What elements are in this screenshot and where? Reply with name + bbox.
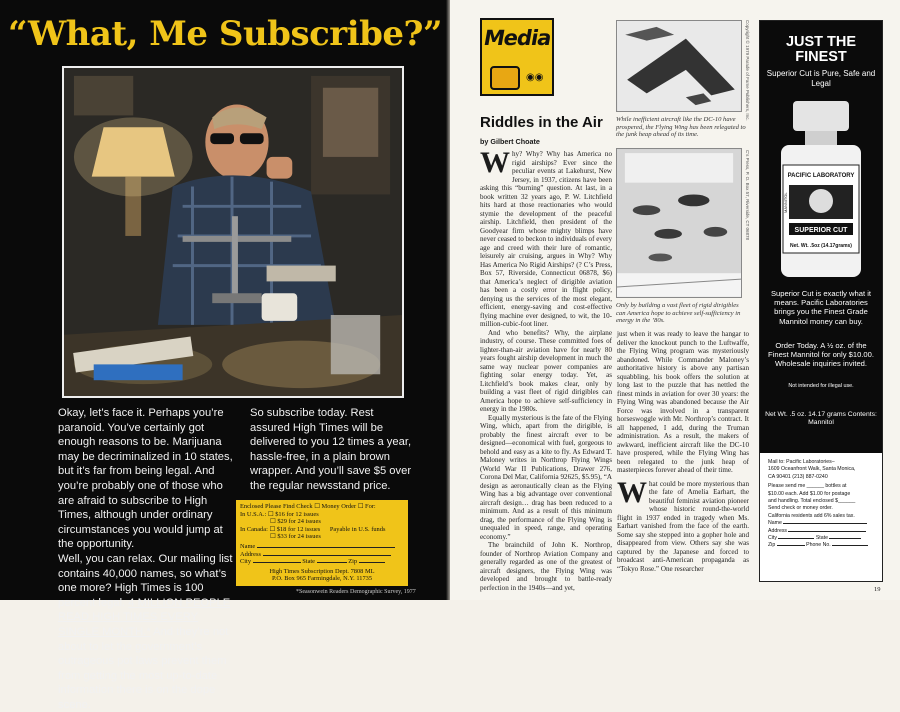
form-address-2: CA 90401 (213) 887-0240: [768, 473, 828, 480]
form-address-1: 1609 Oceanfront Walk, Santa Monica,: [768, 466, 856, 473]
article-column-2: [617, 330, 749, 585]
ad-pitch: Superior Cut is exactly what it means. Pacific Laboratories brings you the Finest Grade Mannitol money can buy.: [770, 289, 872, 326]
body-column-right: [250, 406, 414, 494]
form-city-line: [778, 538, 814, 539]
canada-12-issues-option[interactable]: [240, 526, 404, 534]
right-page-media-column: [450, 0, 900, 600]
article-paragraph-6: [617, 475, 749, 574]
ad-order-form: [768, 459, 876, 550]
ad-black-panel: [760, 21, 882, 453]
flying-wing-illustration: [617, 21, 741, 111]
article-paragraph-1-text: hy? Why? Why has America no rigid airships? Ever since the peculiar events at Lakehurst, New Jersey, in 1937, citizens have been asking this “burning” question. At last, in a book written 32 years ago, P. W. Litchfield hits hard at those reactionaries who would stymie the development of the peaceful airship. Litchfield, then president of the Goodyear firm whose mighty blimps have never ceased to beckon to individuals of every age and creed with their lure of romantic, leisurely air cruising, argues in Why? Why Has America No Rigid Airships? (? C’s Press, Box 57, Riverside, Connecticut 06878, $6) that America’s neglect of dirigible aviation has been a costly error in flight policy, denying us the services of the most elegant, efficient, energy-saving and cost-effective flying machine ever designed, to wit, the 10-million-cubic-foot liner.: [480, 150, 612, 328]
survey-footnote: *Seasonwein Readers Demographic Survey, 1977: [296, 589, 416, 595]
bottle-side-label: MANNITOL: [783, 192, 788, 213]
ad-contents: Net Wt. .5 oz. 14.17 grams Contents: Mannitol: [765, 411, 877, 427]
us-24-issues-option[interactable]: ☐ $29 for 24 issues: [270, 518, 321, 526]
city-line: [253, 562, 301, 563]
cassette-icon: [490, 66, 520, 90]
dirigible-caption: Only by building a vast fleet of rigid dirigibles can America hope to achieve self-sufficiency in energy in the ’80s.: [616, 302, 741, 325]
ad-subheadline: Superior Cut is Pure, Safe and Legal: [766, 69, 876, 88]
article-paragraph-4: The brainchild of John K. Northrop, founder of Northrop Aviation Company and generally regarded as one of the greatest of aircraft designers, the Flying Wing was developed and brought to battle-ready perfection in the 1940s—and yet,: [480, 541, 612, 592]
us-12-issues-option[interactable]: In U.S.A.: ☐ $16 for 12 issues: [240, 510, 319, 518]
bottle-brand-label: PACIFIC LABORATORY: [787, 173, 855, 179]
form-payment-note: Send check or money order.: [768, 505, 833, 512]
subscription-order-form: [236, 500, 408, 586]
form-quantity-field[interactable]: Please send me ______ bottles at: [768, 483, 847, 490]
mailing-address-1: High Times Subscription Dept. 7808 ML: [269, 567, 375, 575]
article-paragraph-1: [480, 146, 612, 329]
form-city-label: City: [768, 535, 777, 542]
paragraph-2-text: Well, you can relax. Our mailing list contains 40,000 names, so what’s one more? High Times is 100 percent legal.: [58, 552, 233, 609]
subscribe-headline: “What, Me Subscribe?”: [7, 14, 443, 54]
article-paragraph-2: And who benefits? Why, the airplane industry, of course. These committed foes of lighter-than-air aviation have for nearly 80 years fought airship development in much the same way nuclear power companies are fighting solar energy today. Yet, as Litchfield’s book makes clear, only by building a vast fleet of rigid dirigibles can America hope to achieve self-sufficiency in energy in the 1980s.: [480, 328, 612, 413]
form-total-field[interactable]: and handling. Total enclosed $______: [768, 498, 856, 505]
dirigible-illustration: [617, 149, 741, 297]
bottle-illustration: [779, 101, 863, 279]
canada-12-label: In Canada: ☐ $18 for 12 issues: [240, 525, 321, 533]
paragraph-3: So subscribe today. Rest assured High Times will be delivered to you 12 times a year, hassle-free, in a plain brown wrapper. And you’ll save $5 over the regular newsstand price.: [250, 407, 412, 492]
drop-cap-w-2: W: [617, 475, 647, 509]
form-state-line: [829, 538, 861, 539]
mailing-address-2: P.O. Box 965 Farmingdale, N.Y. 11735: [271, 575, 373, 583]
name-label: Name: [240, 542, 256, 550]
form-address-line: [788, 531, 866, 532]
media-logo-text: Media: [481, 26, 553, 50]
paragraph-1: Okay, let’s face it. Perhaps you’re paranoid. You’ve certainly got enough reasons to be. Marijuana may be decriminalized in 10 states, but it’s far from being legal. And you’re probably one of those who are afraid to subscribe to High Times, although under ordinary circumstances you would jump at the opportunity.: [58, 407, 233, 551]
ad-offer: Order Today. A ½ oz. of the Finest Mannitol for only $10.00. Wholesale inquiries invited.: [768, 341, 874, 369]
mannitol-bottle-image: [779, 101, 863, 279]
form-tax-note: California residents add 6% sales tax.: [768, 512, 855, 519]
form-phone-line: [832, 545, 868, 546]
form-zip-label: Zip: [768, 542, 776, 549]
dirigible-fleet-photo: [616, 148, 742, 298]
article-paragraph-3: Equally mysterious is the fate of the Flying Wing, which, apart from the dirigible, is probably the finest aircraft ever to be designed—economical with fuel, gorgeous to behold and easy as a kite to fly. As Edward T. Maloney writes in Northrop Flying Wings (World War II Publications, Drawer 276, Corona Del Mar, California 92625, $5.95), “A design as aeronautically clean as the Flying Wing has a big advantage over conventional aircraft design… drag has been reduced to a minimum. And as a result of this minimum drag, the performance of the Flying Wing is unequaled in speed, range, and operating economy.”: [480, 413, 612, 541]
ad-disclaimer: Not intended for illegal use.: [788, 383, 854, 389]
form-city-state-field[interactable]: [768, 535, 876, 542]
address-line: [263, 555, 391, 556]
name-field[interactable]: [240, 543, 404, 551]
name-line: [257, 547, 395, 548]
zip-line: [359, 562, 385, 563]
form-mail-to: Mail to: Pacific Laboratories–: [768, 459, 835, 465]
photo-credit-2: C’s Press, P. O. Box 57, Riverside, CT 06878: [745, 150, 750, 241]
flying-wing-caption: While inefficient aircraft like the DC-10 have prospered, the Flying Wing has been relegated to the junk heap ahead of its time.: [616, 116, 746, 139]
form-state-label: State: [815, 535, 828, 542]
form-name-label: Name: [768, 520, 782, 527]
city-state-zip-field[interactable]: [240, 558, 404, 566]
paragraph-2: [58, 552, 236, 712]
media-section-logo: [480, 18, 554, 96]
article-byline: by Gilbert Choate: [480, 137, 540, 146]
photo-credit-1: Copyright © 1979 Parade of Fame Publishers, Inc.: [745, 20, 750, 121]
form-zip-phone-field[interactable]: [768, 542, 876, 549]
body-column-left: [58, 406, 236, 712]
zip-label: Zip: [348, 558, 358, 566]
flying-wing-photo: [616, 20, 742, 112]
form-name-field[interactable]: [768, 520, 876, 527]
us-funds-note: Payable in U.S. funds: [329, 525, 386, 533]
address-label: Address: [240, 550, 261, 558]
form-address-field[interactable]: [768, 528, 876, 535]
article-column-1: [480, 146, 612, 592]
state-label: State: [302, 558, 316, 566]
canada-24-issues-option[interactable]: ☐ $33 for 24 issues: [270, 533, 321, 541]
form-phone-label: Phone No.: [806, 542, 831, 549]
bottle-product-name: SUPERIOR CUT: [794, 227, 848, 234]
form-zip-line: [777, 545, 805, 546]
form-price-line: $10.00 each. Add $1.00 for postage: [768, 490, 851, 497]
man-with-scale-photo: [62, 66, 404, 398]
form-name-line: [783, 523, 867, 524]
state-line: [317, 562, 347, 563]
readership-claim: 4 MILLION PEOPLE READ HIGH TIMES EVERY SINGLE MONTH.*: [58, 596, 231, 638]
article-paragraph-5: just when it was ready to leave the hangar to deliver the knockout punch to the Luftwaffe, the Flying Wing program was mysteriously abandoned. While Commander Maloney’s authoritative history is above any partisan squabbling, his book offers the solution at long last to the puzzle that has nettled the finest minds in aviation for over 30 years: the Flying Wing was abandoned because the Air Force was involved in a transparent horseswoggle with Mr. Northrop’s contract. It all happened, I add, during the Truman administration. As a result, the makers of awkward, inefficient aircraft like the DC-10 have prospered, while the Flying Wing has been relegated to the junk heap of masterpieces forever ahead of their time.: [617, 330, 749, 474]
bottle-net-weight: Net. Wt. .5oz (14.17grams): [790, 243, 852, 249]
article-title: Riddles in the Air: [480, 114, 603, 131]
left-page-subscription-ad: [0, 0, 450, 711]
payment-method-row[interactable]: Enclosed Please Find Check ☐ Money Order ☐ For:: [240, 503, 376, 510]
paragraph-2-tail: And they’re not about to let the government’s outrageous pot laws prevent them from getting the most up-to-date information there is on the dope scene.: [58, 625, 229, 711]
page-number: 19: [874, 586, 881, 593]
photo-illustration: [64, 68, 402, 396]
superior-cut-ad: [759, 20, 883, 582]
drop-cap-w: W: [480, 146, 510, 179]
article-paragraph-6-text: hat could be more mysterious than the fate of Amelia Earhart, the beautiful feminist aviation pioneer whose historic round-the-world flight in 1937 ended in tragedy when Ms. Earhart vanished from the face of the earth. Some say she stepped into a gopher hole and disappeared from view. Others say she was captured by the Japanese and forced to broadcast anti-American propaganda as “Tokyo Rose.” One researcher: [617, 479, 749, 573]
ad-headline: JUST THE FINEST: [785, 34, 857, 65]
address-field[interactable]: [240, 551, 404, 559]
form-address-label: Address: [768, 527, 788, 534]
city-label: City: [240, 558, 252, 566]
film-reel-icon: ◉◉: [526, 72, 544, 83]
